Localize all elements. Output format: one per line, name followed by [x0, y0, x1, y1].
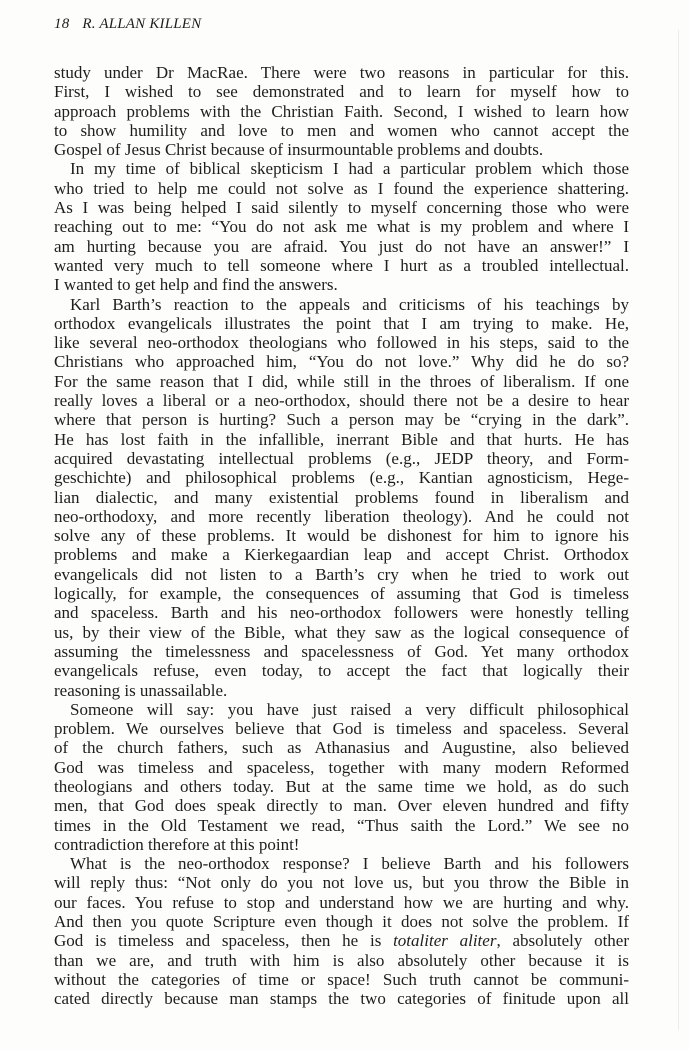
text-line: contradiction therefore at this point! — [54, 834, 300, 854]
text-line: evangelicals did not listen to a Barth’s cry when he tried to work out — [54, 564, 629, 584]
text-line: He has lost faith in the infallible, inerrant Bible and that hurts. He has — [54, 429, 629, 449]
text-line: study under Dr MacRae. There were two reasons in particular for this. — [54, 63, 629, 82]
page-number: 18 — [54, 16, 70, 32]
text-line: evangelicals refuse, even today, to accept the fact that logically their — [54, 661, 629, 681]
text-line: As I was being helped I said silently to myself concerning those who were — [54, 198, 629, 218]
italic-phrase: totaliter aliter — [393, 931, 497, 951]
text-line: really loves a liberal or a neo-orthodox, should there not be a desire to hear — [54, 391, 629, 411]
text-line: neo-orthodoxy, and more recently liberation theology). And he could not — [54, 506, 629, 526]
text-line: In my time of biblical skepticism I had a particular problem which those — [70, 159, 629, 179]
text-line: us, by their view of the Bible, what they saw as the logical consequence of — [54, 622, 629, 642]
text-line: theologians and others today. But at the same time we hold, as do such — [54, 776, 629, 796]
running-head — [54, 16, 201, 33]
text-line: lian dialectic, and many existential problems found in liberalism and — [54, 487, 629, 507]
text-line: where that person is hurting? Such a person may be “crying in the dark”. — [54, 410, 629, 430]
text-line: reaching out to me: “You do not ask me what is my problem and where I — [54, 217, 629, 237]
text-line: am hurting because you are afraid. You just do not have an answer!” I — [54, 236, 629, 256]
text-line: geschichte) and philosophical problems (e.g., Kantian agnosticism, Hege- — [54, 468, 629, 488]
text-line: Gospel of Jesus Christ because of insurmountable problems and doubts. — [54, 140, 544, 160]
author-name: R. ALLAN KILLEN — [82, 16, 202, 32]
text-line: cated directly because man stamps the two categories of finitude upon all — [54, 989, 629, 1009]
text-line: Christians who approached him, “You do not love.” Why did he do so? — [54, 352, 629, 372]
paragraph-4 — [54, 700, 629, 854]
text-line: problems and make a Kierkegaardian leap and accept Christ. Orthodox — [54, 545, 629, 565]
text-line: I wanted to get help and find the answers. — [54, 275, 338, 295]
paragraph-3 — [54, 295, 629, 700]
text-line — [54, 931, 629, 950]
page-edge — [678, 30, 679, 1030]
text-line: to show humility and love to men and women who cannot accept the — [54, 120, 629, 140]
text-line: acquired devastating intellectual problems (e.g., JEDP theory, and Form- — [54, 448, 629, 468]
text-line: reasoning is unassailable. — [54, 680, 228, 700]
text-line: solve any of these problems. It would be dishonest for him to ignore his — [54, 526, 629, 546]
text-line: orthodox evangelicals illustrates the point that I am trying to make. He, — [54, 313, 629, 333]
text-line: logically, for example, the consequences of assuming that God is timeless — [54, 584, 629, 604]
text-line: who tried to help me could not solve as I found the experience shattering. — [54, 178, 629, 198]
text-line: men, that God does speak directly to man. Over eleven hundred and fifty — [54, 796, 629, 816]
text-line: Someone will say: you have just raised a very difficult philosophical — [70, 699, 629, 719]
text-line: will reply thus: “Not only do you not love us, but you throw the Bible in — [54, 873, 629, 893]
text-line: like several neo-orthodox theologians who followed in his steps, said to the — [54, 333, 629, 353]
text-line: wanted very much to tell someone where I hurt as a troubled intellectual. — [54, 255, 629, 275]
text-line: approach problems with the Christian Faith. Second, I wished to learn how — [54, 101, 629, 121]
paragraph-1 — [54, 63, 629, 159]
text-line: And then you quote Scripture even though it does not solve the problem. If — [54, 912, 629, 932]
text-line: without the categories of time or space! Such truth cannot be communi- — [54, 969, 629, 989]
body-text — [54, 63, 629, 1009]
text-line: than we are, and truth with him is also absolutely other because it is — [54, 950, 629, 970]
text-line: times in the Old Testament we read, “Thus saith the Lord.” We see no — [54, 815, 629, 835]
text-line: For the same reason that I did, while still in the throes of liberalism. If one — [54, 371, 629, 391]
text-line: problem. We ourselves believe that God is timeless and spaceless. Several — [54, 719, 629, 739]
text-line: God was timeless and spaceless, together with many modern Reformed — [54, 757, 629, 777]
paragraph-5 — [54, 854, 629, 1008]
text-line: What is the neo-orthodox response? I believe Barth and his followers — [70, 854, 629, 874]
text-fragment: God is timeless and spaceless, then he is — [54, 931, 394, 951]
text-fragment: , absolutely other — [496, 931, 630, 951]
paragraph-2 — [54, 159, 629, 294]
text-line: First, I wished to see demonstrated and to learn for myself how to — [54, 82, 629, 102]
text-line: Karl Barth’s reaction to the appeals and criticisms of his teachings by — [70, 294, 629, 314]
text-line: assuming the timelessness and spacelessness of God. Yet many orthodox — [54, 641, 629, 661]
text-line: of the church fathers, such as Athanasius and Augustine, also believed — [54, 738, 629, 758]
text-line: and spaceless. Barth and his neo-orthodox followers were honestly telling — [54, 603, 629, 623]
text-line: our faces. You refuse to stop and understand how we are hurting and why. — [54, 892, 629, 912]
